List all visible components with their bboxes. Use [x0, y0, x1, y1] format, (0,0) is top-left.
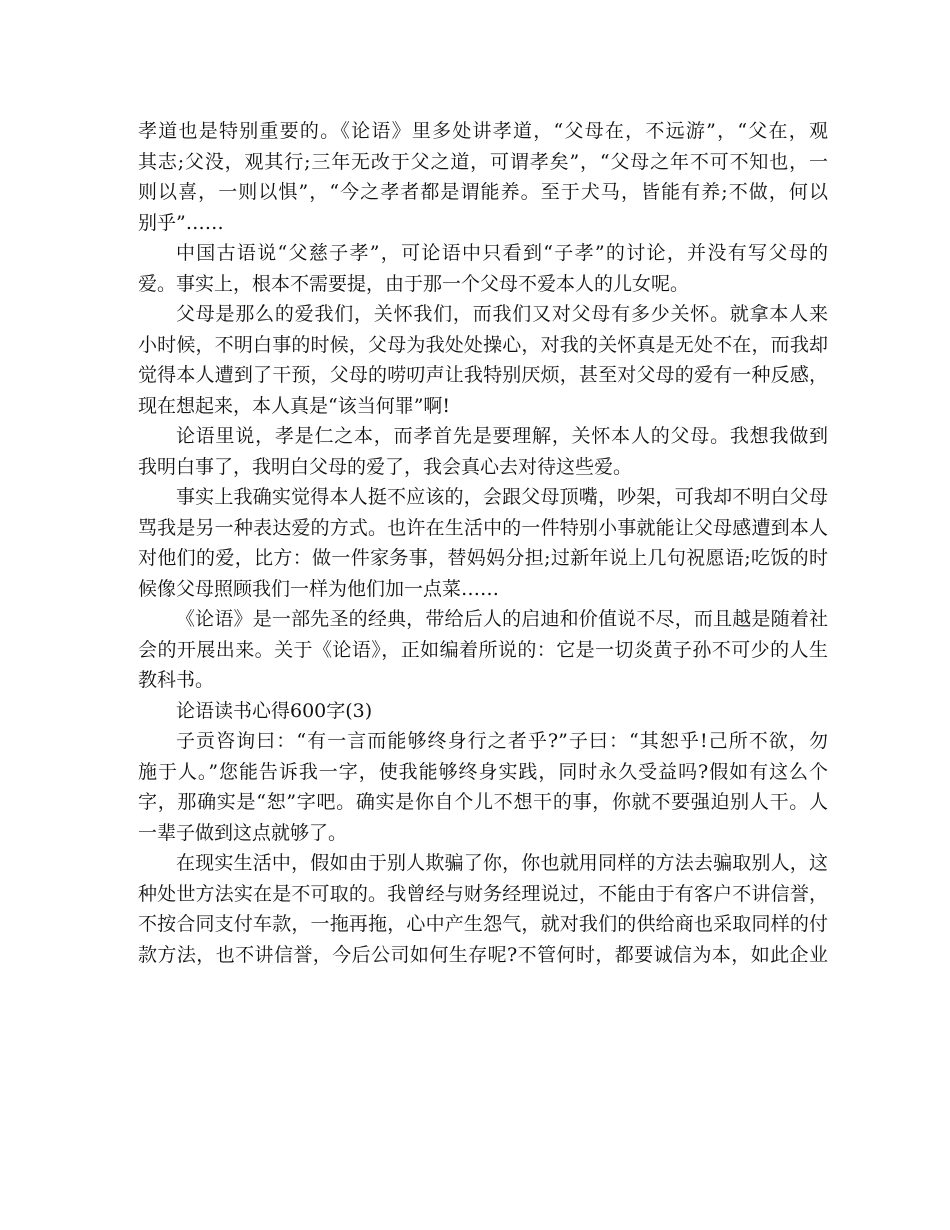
text-line: 款方法，也不讲信誉，今后公司如何生存呢?不管何时，都要诚信为本，如此企业	[138, 943, 828, 966]
text-line: 种处世方法实在是不可取的。我曾经与财务经理说过，不能由于有客户不讲信誉，	[138, 882, 828, 905]
text-line: 在现实生活中，假如由于别人欺骗了你，你也就用同样的方法去骗取别人，这	[176, 852, 828, 874]
text-line: 候像父母照顾我们一样为他们加一点菜……	[138, 577, 500, 600]
text-line: 爱。事实上，根本不需要提，由于那一个父母不爱本人的儿女呢。	[138, 272, 690, 295]
text-line: 别乎”……	[138, 211, 224, 234]
text-line: 子贡咨询曰：“有一言而能够终身行之者乎?”子曰：“其恕乎!己所不欲，勿	[176, 730, 828, 752]
text-line: 施于人。”您能告诉我一字，使我能够终身实践，同时永久受益吗?假如有这么个	[138, 760, 828, 783]
text-line: 觉得本人遭到了干预，父母的唠叨声让我特别厌烦，甚至对父母的爱有一种反感，	[138, 364, 828, 386]
text-line: 则以喜，一则以惧”，“今之孝者都是谓能养。至于犬马，皆能有养;不做，何以	[138, 181, 828, 203]
text-line: 小时候，不明白事的时候，父母为我处处操心，对我的关怀真是无处不在，而我却	[138, 333, 828, 356]
text-line: 教科书。	[138, 669, 215, 691]
text-line: 《论语》是一部先圣的经典，带给后人的启迪和价值说不尽，而且越是随着社	[176, 608, 828, 630]
text-line: 不按合同支付车款，一拖再拖，心中产生怨气，就对我们的供给商也采取同样的付	[138, 913, 828, 935]
text-line: 中国古语说“父慈子孝”，可论语中只看到“子孝”的讨论，并没有写父母的	[176, 242, 828, 264]
text-line: 论语读书心得600字(3)	[176, 699, 373, 722]
text-line: 其志;父没，观其行;三年无改于父之道，可谓孝矣”，“父母之年不可不知也，一	[138, 150, 828, 173]
document-body	[138, 116, 828, 970]
text-line: 会的开展出来。关于《论语》，正如编着所说的：它是一切炎黄子孙不可少的人生	[138, 638, 828, 661]
text-line: 字，那确实是“恕”字吧。确实是你自个儿不想干的事，你就不要强迫别人干。人	[138, 791, 828, 813]
text-line: 我明白事了，我明白父母的爱了，我会真心去对待这些爱。	[138, 455, 633, 478]
text-line: 孝道也是特别重要的。《论语》里多处讲孝道，“父母在，不远游”，“父在，观	[138, 120, 828, 142]
text-line: 对他们的爱，比方：做一件家务事，替妈妈分担;过新年说上几句祝愿语;吃饭的时	[138, 547, 828, 569]
text-line: 现在想起来，本人真是“该当何罪”啊!	[138, 394, 451, 417]
text-line: 父母是那么的爱我们，关怀我们，而我们又对父母有多少关怀。就拿本人来	[176, 303, 828, 325]
text-line: 事实上我确实觉得本人挺不应该的，会跟父母顶嘴，吵架，可我却不明白父母	[176, 486, 828, 508]
text-line: 论语里说，孝是仁之本，而孝首先是要理解，关怀本人的父母。我想我做到	[176, 425, 828, 447]
text-line: 一辈子做到这点就够了。	[138, 821, 348, 844]
text-line: 骂我是另一种表达爱的方式。也许在生活中的一件特别小事就能让父母感遭到本人	[138, 516, 828, 539]
